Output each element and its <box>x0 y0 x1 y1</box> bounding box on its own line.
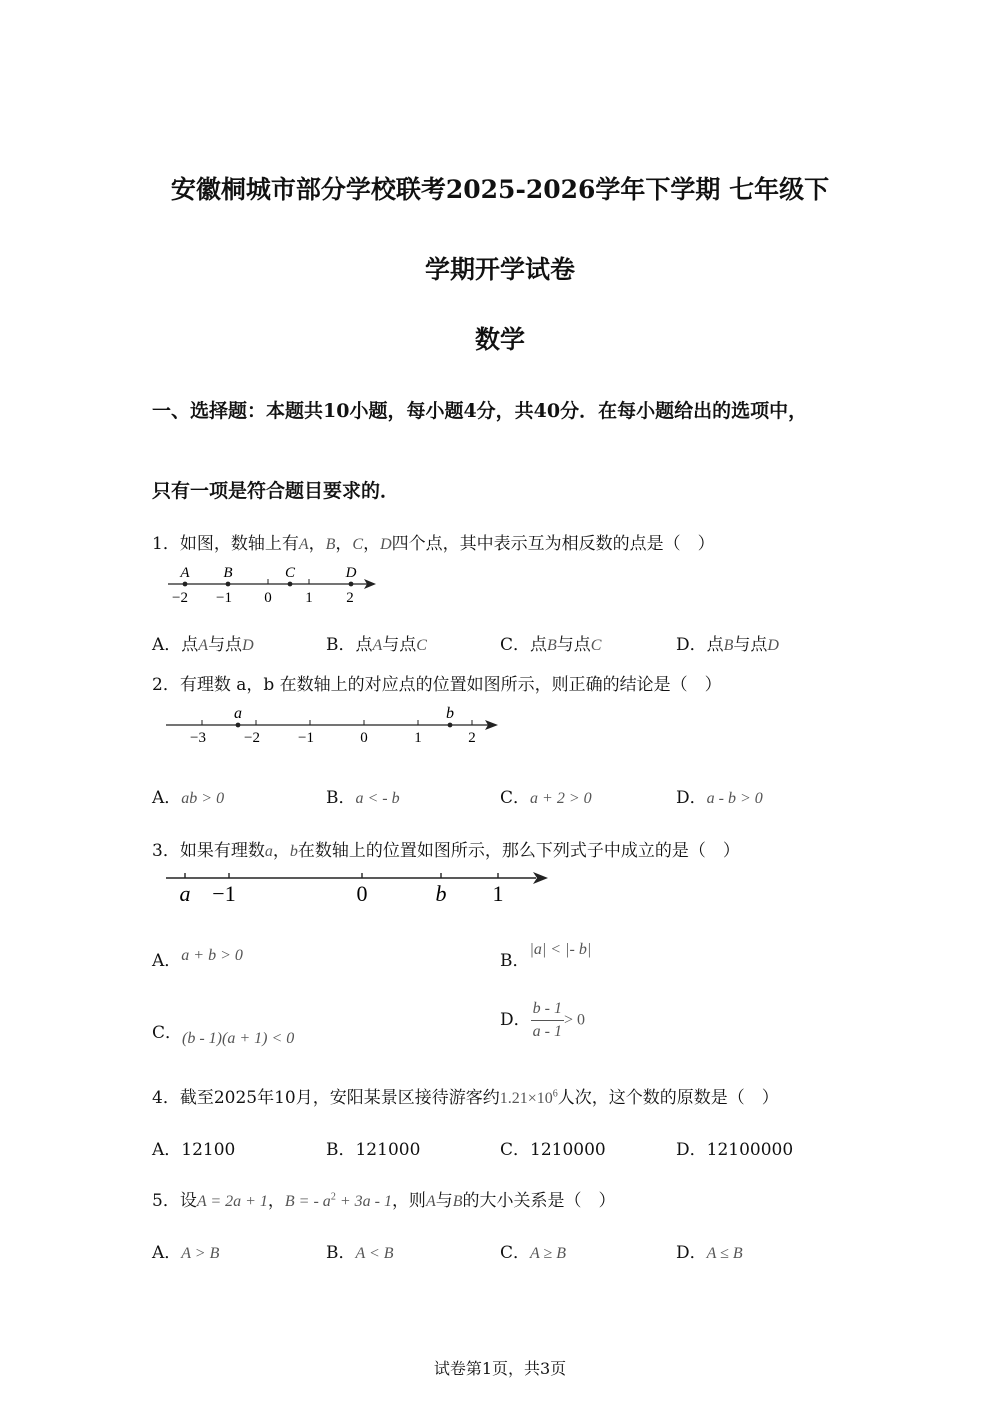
q2-tick-0: 0 <box>360 730 368 746</box>
q2-tick-1: 1 <box>414 730 422 746</box>
q2-option-a-expr: ab > 0 <box>181 790 225 807</box>
q1-sep-3: ， <box>363 534 381 554</box>
page-footer: 试卷第1页，共3页 <box>433 1359 567 1378</box>
q5-var-a: A <box>425 1193 436 1210</box>
q3-option-d-relation: > 0 <box>563 1011 585 1029</box>
q3-option-d-fraction <box>531 1000 564 1041</box>
q3-option-b-label: B． <box>500 951 530 971</box>
q1-stem-pre: 1．如图，数轴上有 <box>152 534 299 554</box>
q1-stem-post: 四个点，其中表示互为相反数的点是（ ） <box>391 534 715 554</box>
q3-axis-label-1: 1 <box>492 881 504 906</box>
q2-option-c-label: C． <box>500 788 531 808</box>
q3-var-b: b <box>289 843 298 860</box>
q2-tick-neg2: −2 <box>244 730 260 746</box>
q1-axis-label-d: D <box>345 565 357 581</box>
q3-option-d-denominator: a - 1 <box>532 1023 562 1040</box>
q5-stem-post: 的大小关系是（ ） <box>462 1191 616 1211</box>
q5-option-c-label: C． <box>500 1243 531 1263</box>
q2-tick-neg1: −1 <box>298 730 314 746</box>
q5-option-a-expr: A > B <box>181 1245 220 1262</box>
question-1-stem <box>152 529 715 554</box>
q1-tick-neg1: −1 <box>216 590 232 606</box>
q3-option-a-expr: a + b > 0 <box>181 947 243 964</box>
q4-option-d[interactable]: D．12100000 <box>676 1140 794 1160</box>
q1-tick-1: 1 <box>305 590 313 606</box>
q3-option-b-expr: |a| < |- b| <box>529 941 592 958</box>
title-line-1: 安徽桐城市部分学校联考2025-2026学年下学期 七年级下 <box>170 175 830 204</box>
q1-option-c[interactable] <box>500 630 601 655</box>
q2-option-a-label: A． <box>152 788 182 808</box>
q1-option-c-m2: C <box>590 637 602 654</box>
q1-option-a-mid: 与点 <box>208 635 243 655</box>
q2-axis-label-a: a <box>234 705 242 722</box>
title-line-2: 学期开学试卷 <box>424 255 575 284</box>
q5-option-a[interactable] <box>152 1238 219 1263</box>
q1-tick-2: 2 <box>346 590 354 606</box>
q1-axis-label-b: B <box>223 565 233 581</box>
q2-tick-neg3: −3 <box>190 730 206 746</box>
question-4-stem <box>152 1083 779 1108</box>
q1-sep-2: ， <box>335 534 353 554</box>
q1-option-d-m1: B <box>723 637 734 654</box>
q2-option-b[interactable] <box>326 783 400 808</box>
q1-point-c: C <box>352 536 364 553</box>
q1-option-d-m2: D <box>767 637 779 654</box>
q5-and: 与 <box>435 1191 453 1211</box>
q2-number-line <box>160 700 510 750</box>
q4-option-a[interactable]: A．12100 <box>152 1140 236 1160</box>
q1-option-a-m2: D <box>242 637 254 654</box>
q1-point-d: D <box>380 536 392 553</box>
q5-expr-a: A = 2a + 1 <box>196 1193 268 1210</box>
q1-tick-0: 0 <box>264 590 272 606</box>
question-2-stem: 2．有理数 a，b 在数轴上的对应点的位置如图所示，则正确的结论是（ ） <box>152 675 722 695</box>
q2-option-a[interactable] <box>152 783 224 808</box>
q2-option-b-expr: a < - b <box>355 790 400 807</box>
q3-axis-label-neg1: −1 <box>212 881 236 906</box>
q1-point-a: A <box>298 536 309 553</box>
q3-axis-label-0: 0 <box>356 881 368 906</box>
q5-option-c-expr: A ≥ B <box>530 1245 567 1262</box>
q2-option-c[interactable] <box>500 783 592 808</box>
q3-option-a-label: A． <box>152 951 182 971</box>
q3-axis-label-a: a <box>179 881 191 906</box>
q5-mid: ，则 <box>391 1191 426 1211</box>
q3-option-c[interactable] <box>152 1018 295 1047</box>
q5-stem-pre: 5．设 <box>152 1191 197 1211</box>
q1-option-a[interactable] <box>152 630 254 655</box>
q5-option-b-expr: A < B <box>355 1245 394 1262</box>
q1-point-b: B <box>325 536 336 553</box>
q1-option-d-label: D．点 <box>676 635 724 655</box>
q4-option-b[interactable]: B．121000 <box>326 1140 421 1160</box>
q5-sep: ， <box>267 1191 285 1211</box>
q2-option-d-expr: a - b > 0 <box>706 790 763 807</box>
subject-title: 数学 <box>474 325 525 354</box>
q5-option-c[interactable] <box>500 1238 566 1263</box>
q4-stem-pre: 4．截至2025年10月，安阳某景区接待游客约 <box>152 1088 500 1108</box>
q3-option-a[interactable] <box>152 946 243 971</box>
q3-option-d[interactable] <box>500 1000 585 1041</box>
question-3-stem <box>152 836 740 861</box>
q4-sci-exponent: 6 <box>552 1088 558 1100</box>
q1-option-b[interactable] <box>326 630 427 655</box>
q5-expr-b-post: + 3a - 1 <box>335 1193 392 1210</box>
q1-axis-label-c: C <box>284 565 296 581</box>
q3-option-d-label: D． <box>500 1010 531 1030</box>
q1-option-b-label: B．点 <box>326 635 373 655</box>
q1-option-d[interactable] <box>676 630 779 655</box>
q1-sep-1: ， <box>308 534 326 554</box>
q1-option-b-m2: C <box>416 637 427 654</box>
q4-sci-value: 1.21×10 <box>499 1090 553 1107</box>
q1-option-c-m1: B <box>547 637 557 654</box>
q1-option-c-label: C．点 <box>500 635 548 655</box>
q3-sep: ， <box>272 841 290 861</box>
q2-option-d-label: D． <box>676 788 707 808</box>
q3-option-c-label: C． <box>152 1023 183 1043</box>
q3-option-b[interactable] <box>500 941 592 971</box>
section-1-heading-line-2: 只有一项是符合题目要求的． <box>152 480 400 502</box>
q5-option-d-expr: A ≤ B <box>706 1245 743 1262</box>
q1-number-line <box>160 560 390 610</box>
q1-tick-neg2: −2 <box>172 590 188 606</box>
q5-option-d[interactable] <box>676 1238 743 1263</box>
q5-option-b-label: B． <box>326 1243 356 1263</box>
q1-option-b-mid: 与点 <box>382 635 417 655</box>
q1-axis-label-a: A <box>180 565 190 581</box>
q4-stem-post: 人次，这个数的原数是（ ） <box>557 1088 779 1108</box>
q3-option-c-expr: (b - 1)(a + 1) < 0 <box>182 1030 295 1047</box>
q2-axis-label-b: b <box>446 705 454 722</box>
q5-var-b: B <box>452 1193 463 1210</box>
q1-option-d-mid: 与点 <box>733 635 768 655</box>
q3-stem-post: 在数轴上的位置如图所示，那么下列式子中成立的是（ ） <box>297 841 740 861</box>
q5-option-d-label: D． <box>676 1243 707 1263</box>
q5-expr-b-pre: B = - a <box>284 1193 331 1210</box>
q3-var-a: a <box>264 843 273 860</box>
q3-number-line <box>160 864 560 912</box>
q5-option-b[interactable] <box>326 1238 394 1263</box>
q2-option-c-expr: a + 2 > 0 <box>530 790 592 807</box>
q4-option-c[interactable]: C．1210000 <box>500 1140 606 1160</box>
question-5-stem <box>152 1186 616 1211</box>
q2-option-d[interactable] <box>676 783 763 808</box>
q3-axis-label-b: b <box>435 881 447 906</box>
q3-option-d-numerator: b - 1 <box>531 1000 564 1021</box>
q2-option-b-label: B． <box>326 788 356 808</box>
q1-option-a-label: A．点 <box>152 635 199 655</box>
q3-stem-pre: 3．如果有理数 <box>152 841 265 861</box>
q1-option-a-m1: A <box>198 637 209 654</box>
q5-expr-b-exp: 2 <box>330 1191 336 1203</box>
q1-option-c-mid: 与点 <box>556 635 591 655</box>
q1-option-b-m1: A <box>372 637 383 654</box>
q5-option-a-label: A． <box>152 1243 182 1263</box>
section-1-heading-line-1: 一、选择题：本题共10小题，每小题4分，共40分．在每小题给出的选项中， <box>152 400 808 422</box>
q2-tick-2: 2 <box>468 730 476 746</box>
